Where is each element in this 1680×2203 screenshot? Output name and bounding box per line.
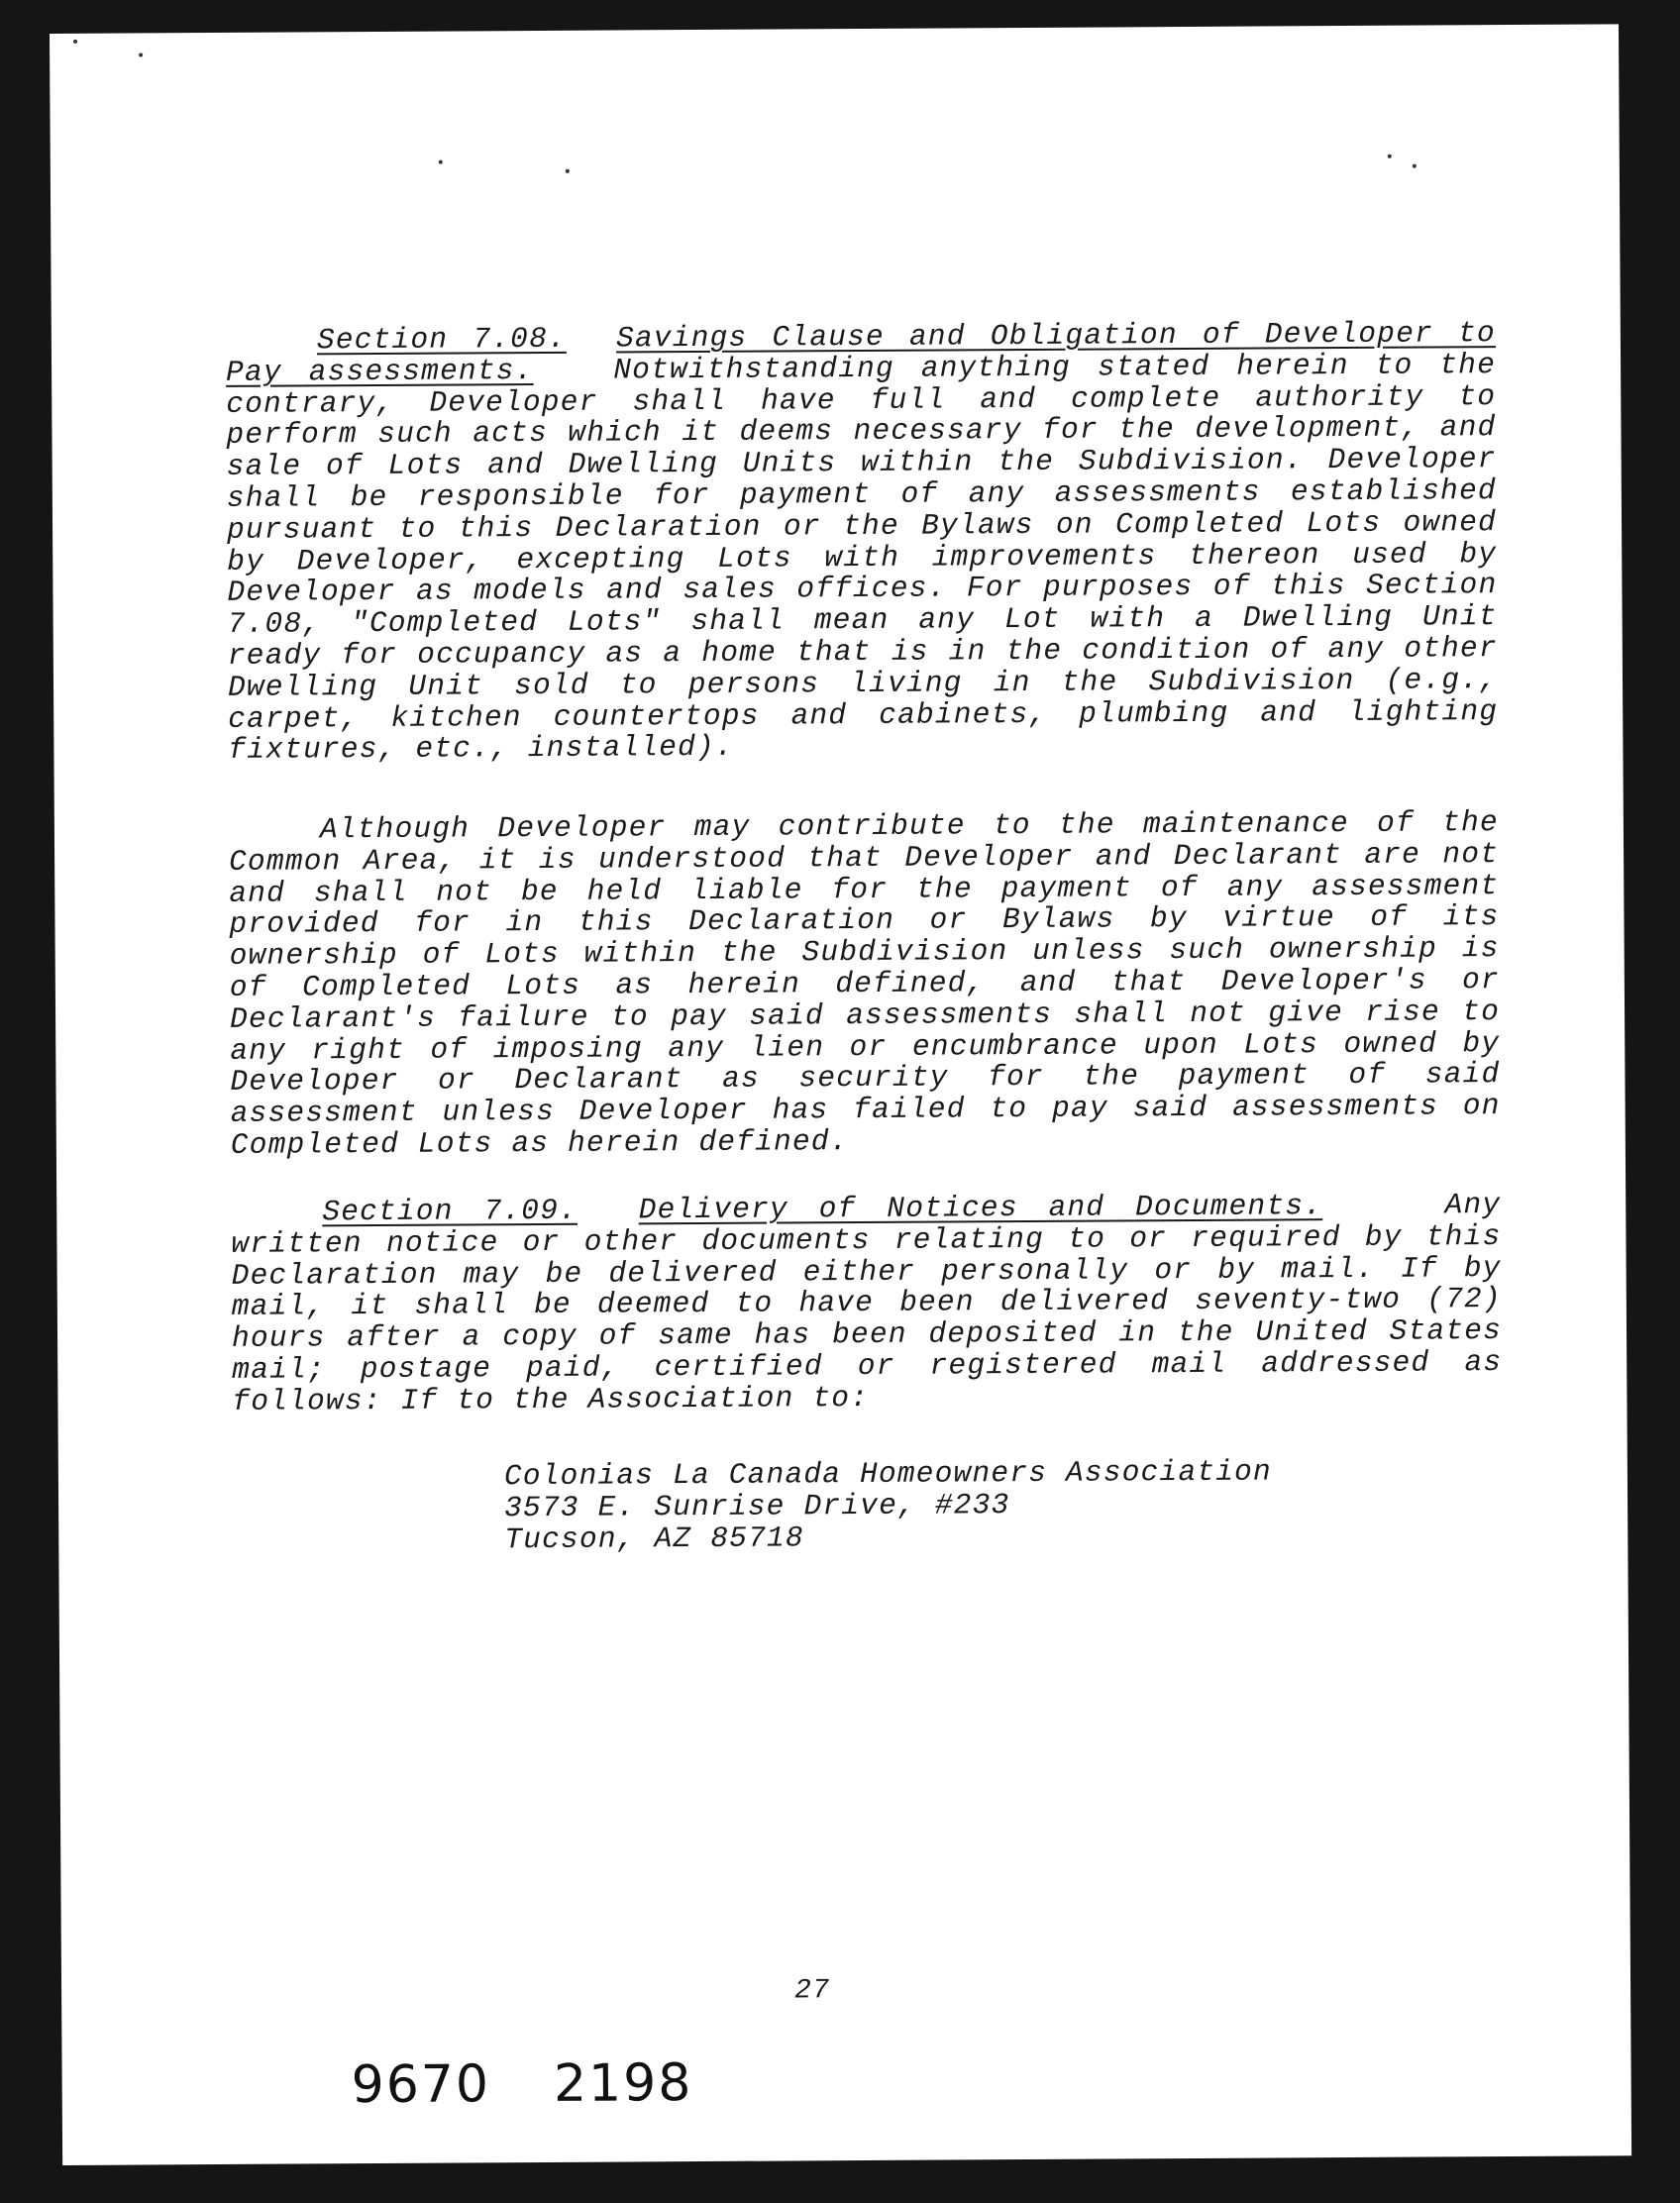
section-7-08	[226, 318, 1499, 767]
section-7-09-title: Delivery of Notices and Documents.	[638, 1189, 1323, 1227]
developer-liability-text: Although Developer may contribute to the maintenance of the Common Area, it is understood that Developer and Declarant are not and shall not be held liable for the payment of any assessment provided for in this Declaration or Bylaws by virtue of its ownership of Lots within the Subdivision unless such ownership is of Completed Lots as herein defined, and that Developer's or Declarant's failure to pay said assessments shall not give rise to any right of imposing any lien or encumbrance upon Lots owned by Developer or Declarant as security for the payment of said assessment unless Developer has failed to pay said assessments on Completed Lots as herein defined.	[229, 805, 1501, 1162]
association-address	[504, 1455, 1273, 1555]
scan-speck	[1413, 164, 1417, 168]
developer-liability-paragraph	[229, 807, 1501, 1162]
document-stamp-number	[351, 2053, 693, 2116]
scan-speck	[439, 160, 443, 164]
address-line-city: Tucson, AZ 85718	[504, 1521, 804, 1557]
section-7-09-heading: Section 7.09.	[322, 1193, 578, 1229]
address-line-name: Colonias La Canada Homeowners Association	[503, 1454, 1273, 1494]
section-7-09-body: Any written notice or other documents relating to or required by this Declaration may be delivered either personally or by mail. If by mail, it shall be deemed to have been delivered seventy-two (72) hours after a copy of same has been deposited in the United States mail; postage paid, certified or registered mail addressed as follows: If to the Association to:	[231, 1188, 1503, 1418]
scan-speck	[566, 169, 570, 173]
stamp-book-number: 9670	[351, 2054, 491, 2116]
section-7-08-body: Notwithstanding anything stated herein to the contrary, Developer shall have full and complete authority to perform such acts which it deems necessary for the development, and sale of Lots and Dwelling Units within the Subdivision. Developer shall be responsible for payment of any assessments established pursuant to this Declaration or the Bylaws on Completed Lots owned by Developer, excepting Lots with improvements thereon used by Developer as models and sales offices. For purposes of this Section 7.08, "Completed Lots" shall mean any Lot with a Dwelling Unit ready for occupancy as a home that is in the condition of any other Dwelling Unit sold to persons living in the Subdivision (e.g., carpet, kitchen countertops and cabinets, plumbing and lighting fixtures, etc., installed).	[226, 347, 1499, 768]
scan-speck	[1388, 155, 1392, 158]
page-number: 27	[793, 1975, 831, 2007]
document-page	[50, 24, 1631, 2165]
section-7-09	[231, 1190, 1502, 1417]
scan-speck	[73, 40, 77, 44]
scan-speck	[139, 52, 143, 56]
address-line-street: 3573 E. Sunrise Drive, #233	[503, 1488, 1010, 1525]
section-7-08-title: Savings Clause and Obligation of Developer to Pay assessments.	[225, 316, 1496, 389]
section-7-08-heading: Section 7.08.	[316, 321, 567, 358]
stamp-page-number: 2198	[553, 2053, 693, 2114]
